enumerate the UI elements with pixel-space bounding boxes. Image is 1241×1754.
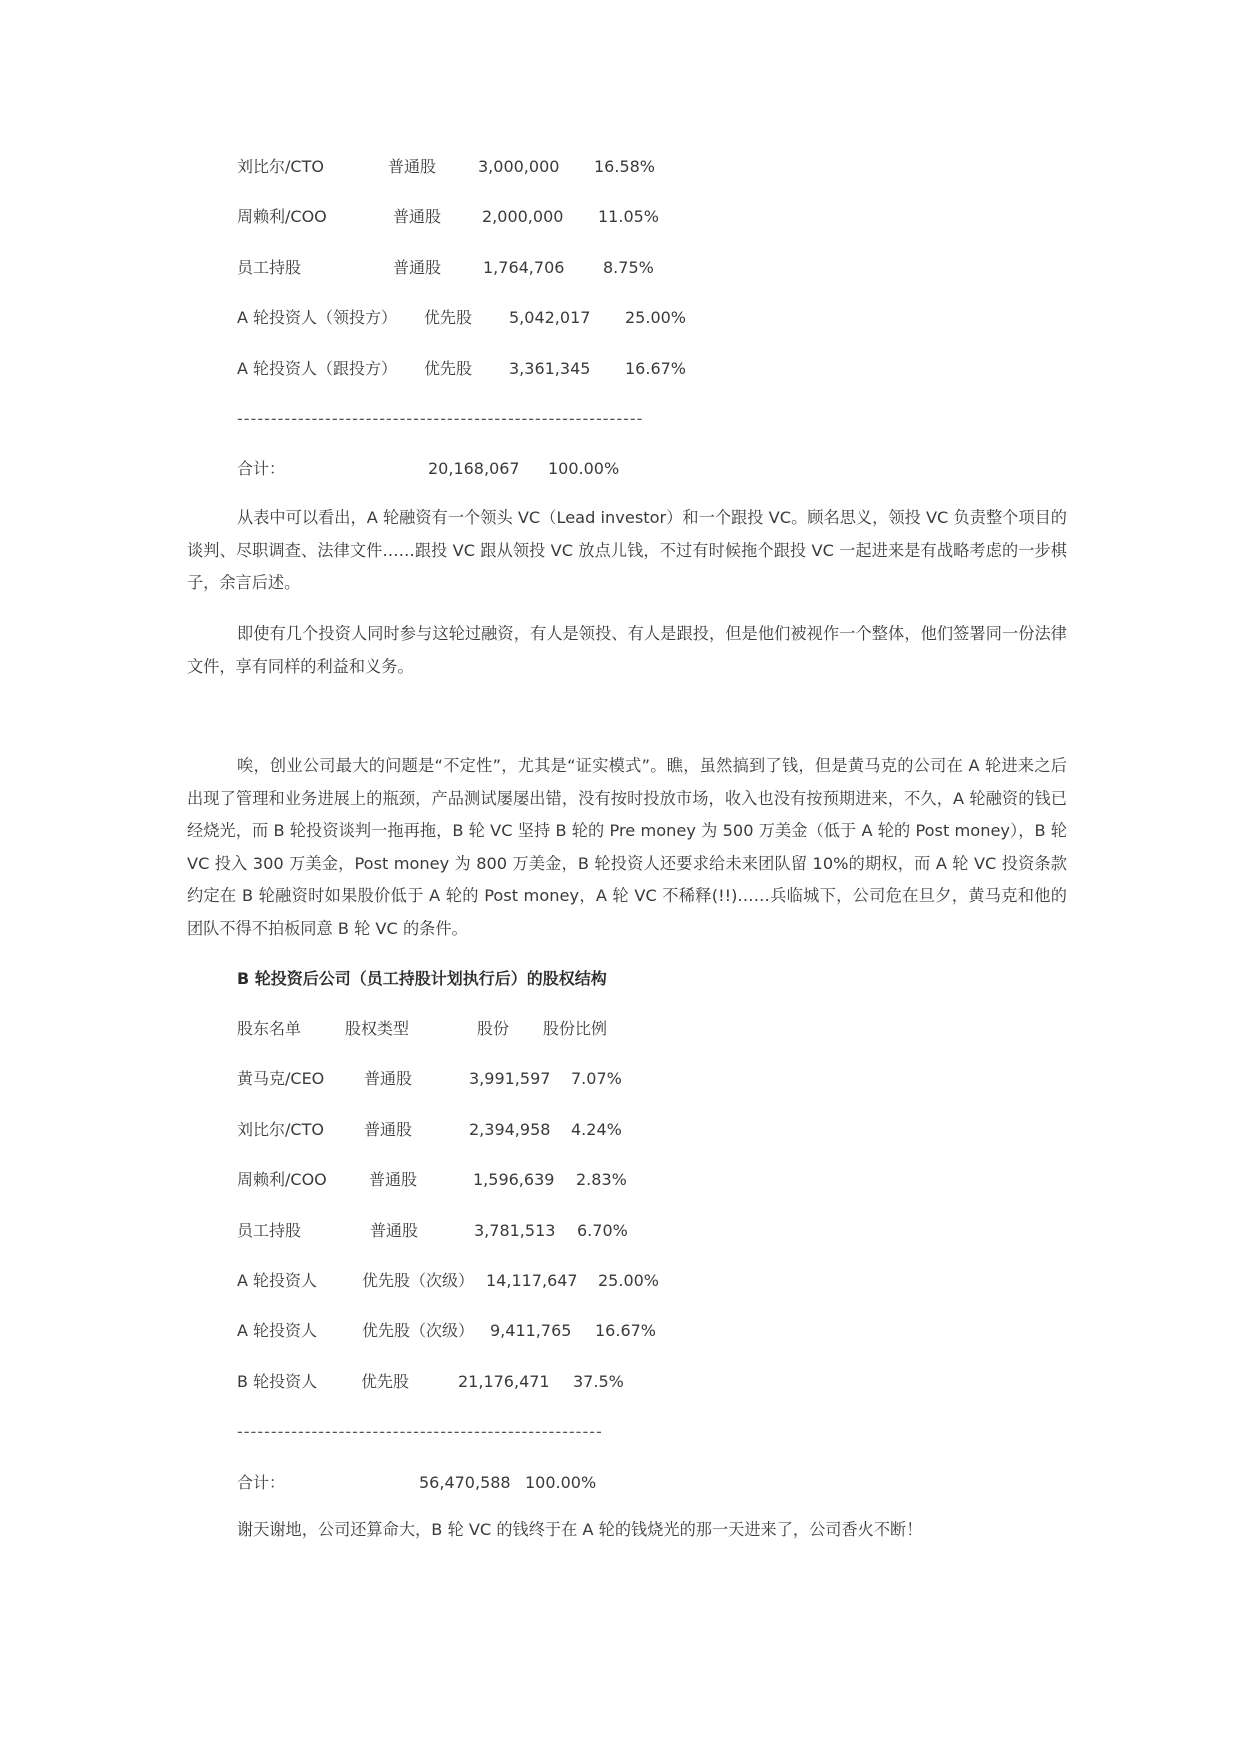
share-type: 优先股: [361, 1372, 410, 1391]
column-header: 股份比例: [543, 1019, 608, 1038]
shareholder-name: 黄马克/CEO: [237, 1069, 325, 1088]
share-count: 3,991,597: [469, 1069, 551, 1088]
share-percent: 6.70%: [577, 1221, 628, 1240]
shareholder-name: 周赖利/COO: [237, 207, 327, 226]
share-count: 5,042,017: [509, 308, 591, 327]
share-percent: 7.07%: [571, 1069, 622, 1088]
share-type: 优先股: [424, 308, 473, 327]
share-percent: 8.75%: [603, 258, 654, 277]
total-shares: 56,470,588: [419, 1473, 511, 1492]
share-type: 普通股: [364, 1120, 413, 1139]
share-count: 2,000,000: [482, 207, 564, 226]
column-header: 股份: [477, 1019, 510, 1038]
shareholder-name: A 轮投资人: [237, 1271, 318, 1290]
shareholder-name: 员工持股: [237, 258, 302, 277]
share-count: 1,596,639: [473, 1170, 555, 1189]
share-type: 普通股: [370, 1221, 419, 1240]
shareholder-name: 刘比尔/CTO: [237, 157, 324, 176]
shareholder-name: A 轮投资人（跟投方）: [237, 359, 398, 378]
body-paragraph: 从表中可以看出，A 轮融资有一个领头 VC（Lead investor）和一个跟投 VC。顾名思义，领投 VC 负责整个项目的谈判、尽职调查、法律文件……跟投 VC 跟从领投 VC 放点儿钱，不过有时候拖个跟投 VC 一起进来是有战略考虑的一步棋子，余言后述。: [187, 508, 1067, 592]
share-percent: 4.24%: [571, 1120, 622, 1139]
shareholder-name: A 轮投资人: [237, 1321, 318, 1340]
share-type: 优先股（次级）: [362, 1321, 475, 1340]
share-count: 9,411,765: [490, 1321, 572, 1340]
column-header: 股东名单: [237, 1019, 302, 1038]
total-shares: 20,168,067: [428, 459, 520, 478]
share-count: 14,117,647: [486, 1271, 578, 1290]
total-percent: 100.00%: [548, 459, 620, 478]
table-heading: B 轮投资后公司（员工持股计划执行后）的股权结构: [237, 969, 607, 988]
body-paragraph: 唉，创业公司最大的问题是“不定性”，尤其是“证实模式”。瞧，虽然搞到了钱，但是黄马克的公司在 A 轮进来之后出现了管理和业务进展上的瓶颈，产品测试屡屡出错，没有按时投放市场，收入也没有按预期进来，不久，A 轮融资的钱已经烧光，而 B 轮投资谈判一拖再拖，B 轮 VC 坚持 B 轮的 Pre money 为 500 万美金（低于 A 轮的 Post money），B 轮 VC 投入 300 万美金，Post money 为 800 万美金，B 轮投资人还要求给未来团队留 10%的期权，而 A 轮 VC 投资条款约定在 B 轮融资时如果股价低于 A 轮的 Post money，A 轮 VC 不稀释(!!)……兵临城下，公司危在旦夕，黄马克和他的团队不得不拍板同意 B 轮 VC 的条件。: [187, 756, 1067, 938]
share-count: 2,394,958: [469, 1120, 551, 1139]
shareholder-name: 员工持股: [237, 1221, 302, 1240]
total-label: 合计：: [237, 1473, 286, 1492]
total-percent: 100.00%: [525, 1473, 597, 1492]
body-paragraph: 即使有几个投资人同时参与这轮过融资，有人是领投、有人是跟投，但是他们被视作一个整体，他们签署同一份法律文件，享有同样的利益和义务。: [187, 624, 1067, 676]
shareholder-name: A 轮投资人（领投方）: [237, 308, 398, 327]
share-percent: 37.5%: [573, 1372, 624, 1391]
share-type: 优先股: [424, 359, 473, 378]
share-percent: 16.58%: [594, 157, 656, 176]
share-count: 1,764,706: [483, 258, 565, 277]
share-count: 3,361,345: [509, 359, 591, 378]
share-percent: 11.05%: [598, 207, 660, 226]
share-type: 普通股: [393, 258, 442, 277]
share-type: 普通股: [393, 207, 442, 226]
share-percent: 25.00%: [625, 308, 687, 327]
body-paragraph: 谢天谢地，公司还算命大，B 轮 VC 的钱终于在 A 轮的钱烧光的那一天进来了，公司香火不断！: [237, 1520, 923, 1539]
share-count: 3,000,000: [478, 157, 560, 176]
share-percent: 2.83%: [576, 1170, 627, 1189]
share-percent: 16.67%: [625, 359, 687, 378]
share-count: 21,176,471: [458, 1372, 550, 1391]
shareholder-name: B 轮投资人: [237, 1372, 318, 1391]
total-label: 合计：: [237, 459, 286, 478]
share-count: 3,781,513: [474, 1221, 556, 1240]
column-header: 股权类型: [345, 1019, 410, 1038]
share-type: 优先股（次级）: [362, 1271, 475, 1290]
shareholder-name: 周赖利/COO: [237, 1170, 327, 1189]
share-percent: 25.00%: [598, 1271, 660, 1290]
share-percent: 16.67%: [595, 1321, 657, 1340]
share-type: 普通股: [388, 157, 437, 176]
shareholder-name: 刘比尔/CTO: [237, 1120, 324, 1139]
share-type: 普通股: [369, 1170, 418, 1189]
share-type: 普通股: [364, 1069, 413, 1088]
